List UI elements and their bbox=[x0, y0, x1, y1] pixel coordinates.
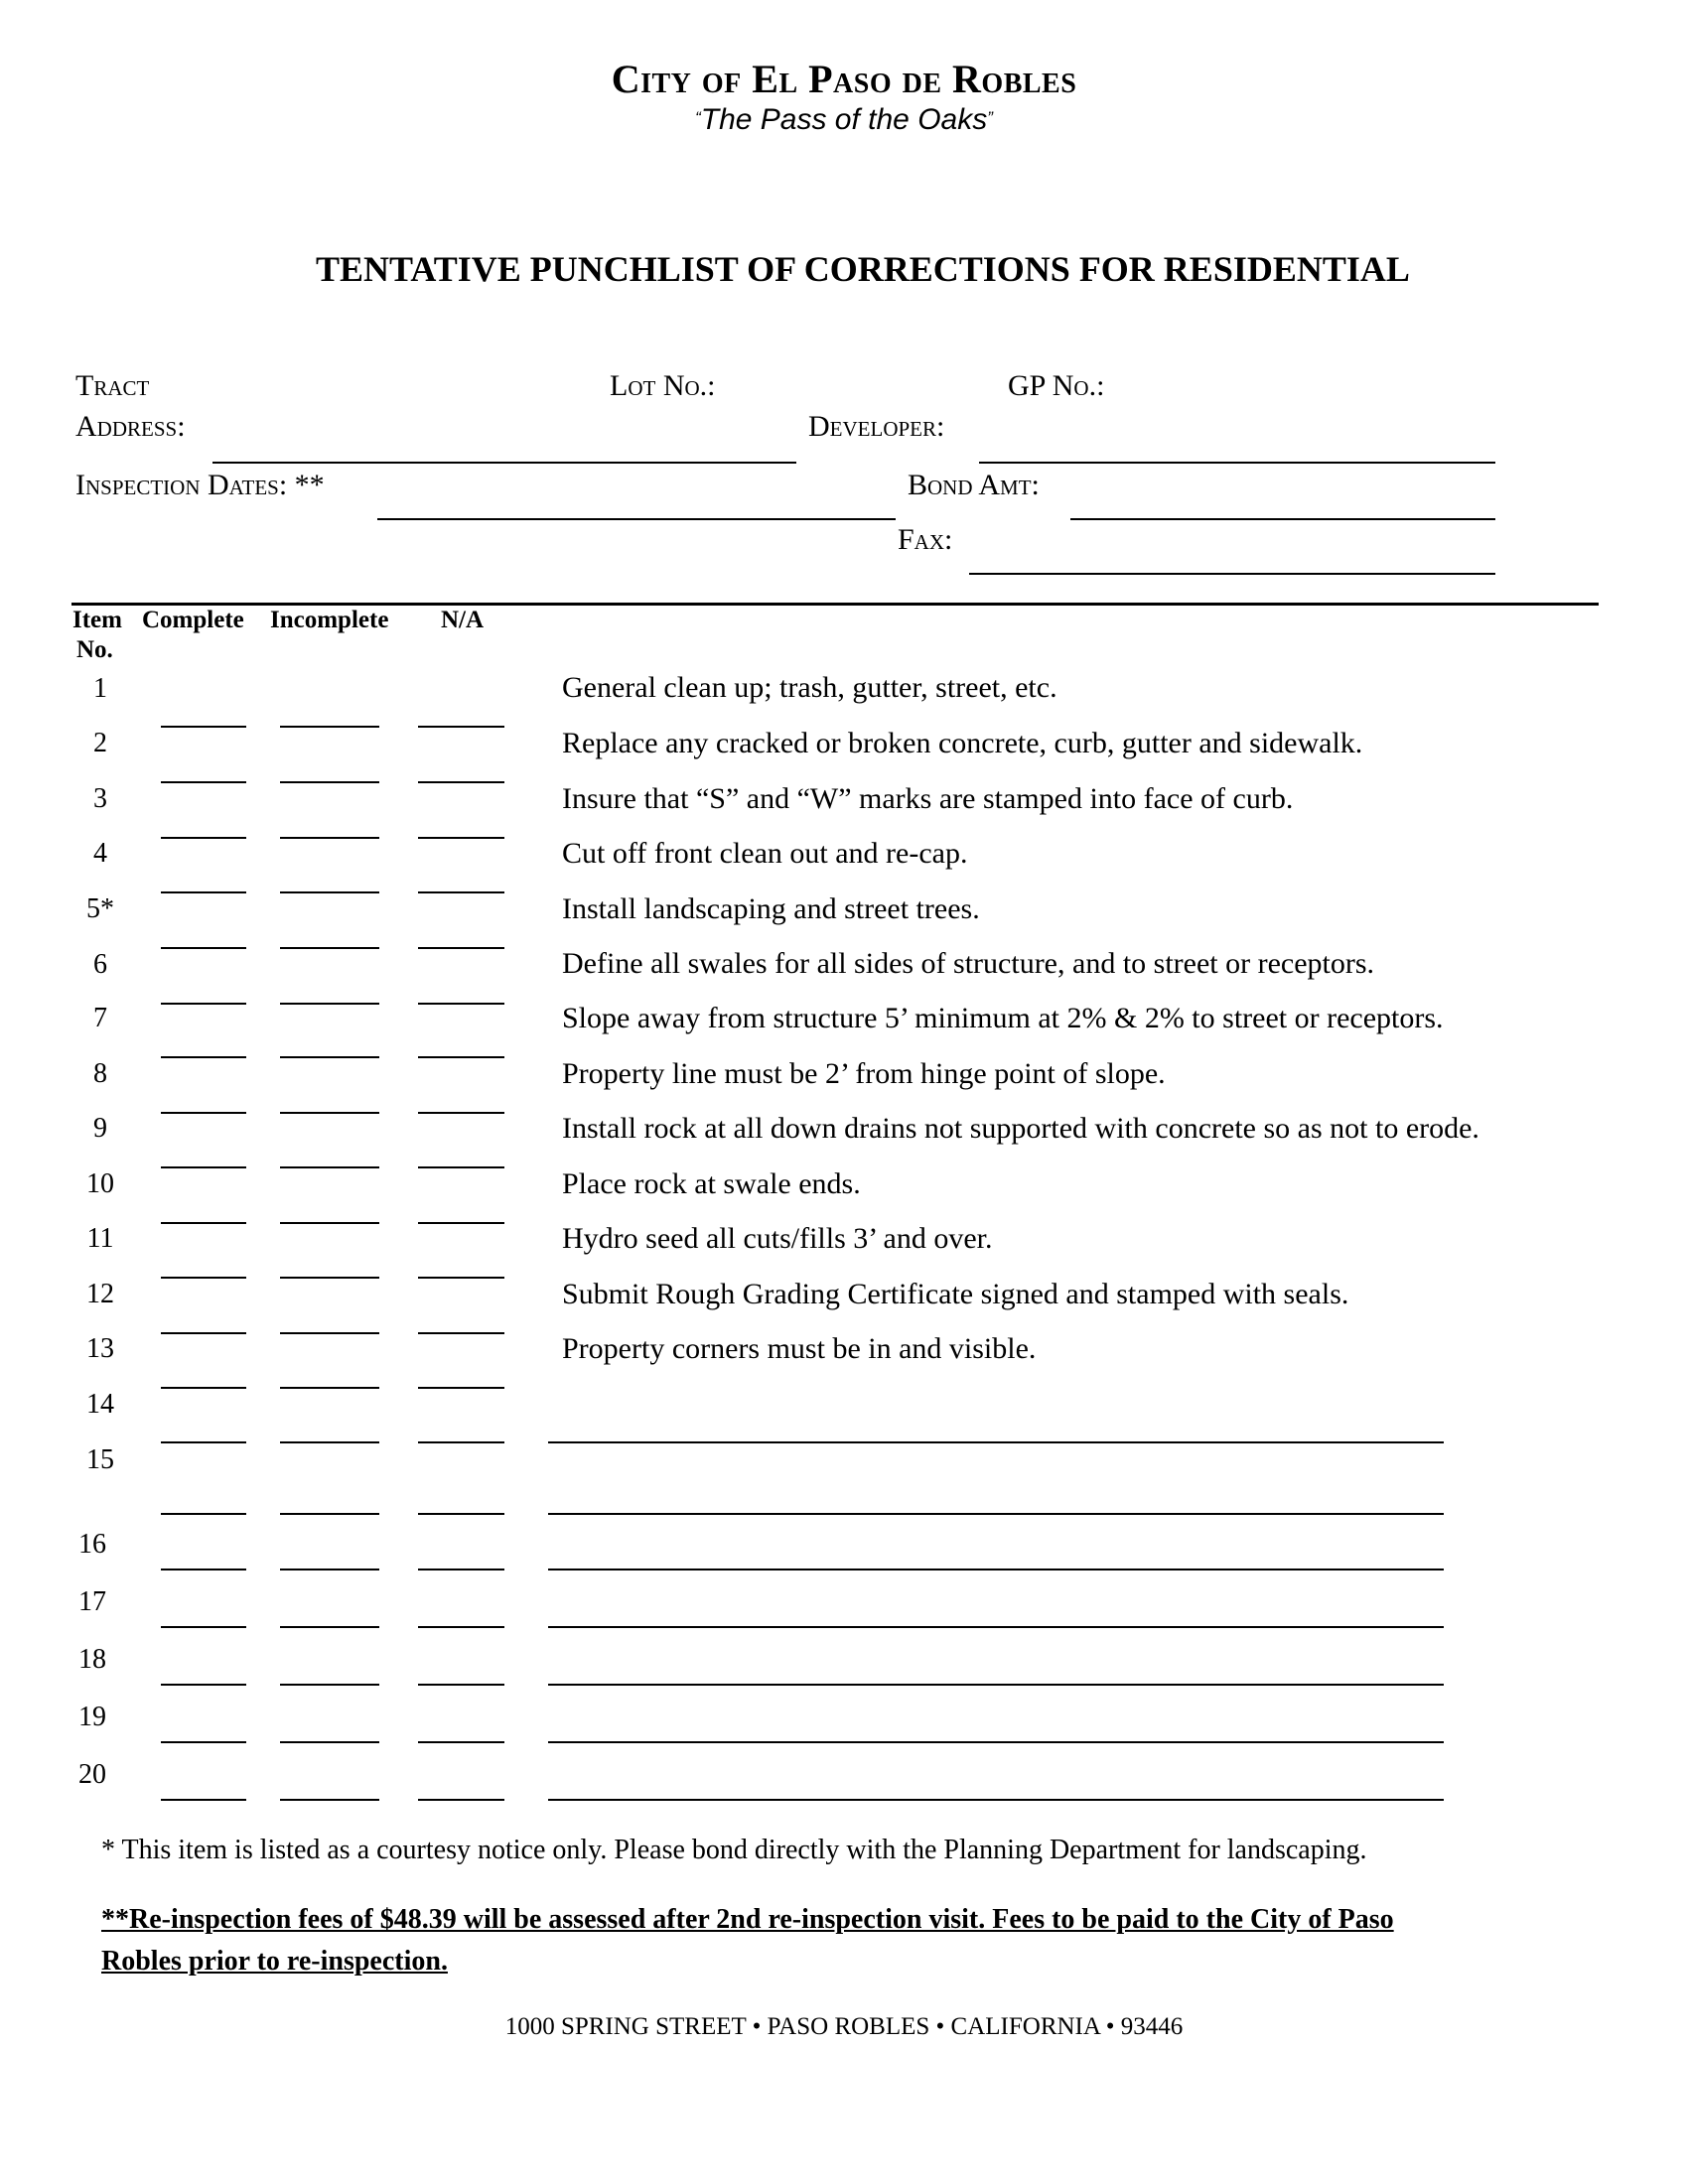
motto-text: The Pass of the Oaks bbox=[700, 103, 988, 136]
item-description: Replace any cracked or broken concrete, curb, gutter and sidewalk. bbox=[562, 727, 1363, 759]
item-number: 14 bbox=[86, 1389, 114, 1420]
incomplete-blank[interactable] bbox=[280, 726, 379, 728]
na-blank[interactable] bbox=[418, 1222, 504, 1224]
lot-no-label: Lot No.: bbox=[610, 369, 716, 402]
item-number: 6 bbox=[93, 949, 107, 980]
city-motto bbox=[0, 103, 1688, 137]
complete-blank[interactable] bbox=[161, 1277, 246, 1279]
bond-amt-label: Bond Amt: bbox=[908, 469, 1040, 501]
complete-blank[interactable] bbox=[161, 1441, 246, 1443]
item-description: Submit Rough Grading Certificate signed and stamped with seals. bbox=[562, 1278, 1349, 1310]
complete-blank[interactable] bbox=[161, 947, 246, 949]
table-top-rule bbox=[71, 603, 1599, 606]
item-number: 1 bbox=[93, 673, 107, 704]
na-blank[interactable] bbox=[418, 1626, 504, 1628]
na-blank[interactable] bbox=[418, 1056, 504, 1058]
item-description: Property corners must be in and visible. bbox=[562, 1332, 1037, 1365]
na-blank[interactable] bbox=[418, 1112, 504, 1114]
incomplete-blank[interactable] bbox=[280, 1166, 379, 1168]
na-blank[interactable] bbox=[418, 1513, 504, 1515]
form-title: TENTATIVE PUNCHLIST OF CORRECTIONS FOR RESIDENTIAL bbox=[316, 249, 1410, 289]
incomplete-blank[interactable] bbox=[280, 1332, 379, 1334]
incomplete-blank[interactable] bbox=[280, 1003, 379, 1005]
description-blank[interactable] bbox=[548, 1799, 1444, 1801]
item-description: Place rock at swale ends. bbox=[562, 1167, 861, 1200]
na-blank[interactable] bbox=[418, 837, 504, 839]
item-description: Cut off front clean out and re-cap. bbox=[562, 837, 968, 870]
incomplete-blank[interactable] bbox=[280, 947, 379, 949]
item-description: Insure that “S” and “W” marks are stamped into face of curb. bbox=[562, 782, 1294, 815]
complete-blank[interactable] bbox=[161, 726, 246, 728]
item-number: 4 bbox=[93, 838, 107, 869]
complete-blank[interactable] bbox=[161, 1003, 246, 1005]
item-number: 18 bbox=[78, 1644, 106, 1675]
incomplete-blank[interactable] bbox=[280, 1222, 379, 1224]
item-number: 16 bbox=[78, 1529, 106, 1560]
na-blank[interactable] bbox=[418, 781, 504, 783]
na-blank[interactable] bbox=[418, 1799, 504, 1801]
item-number: 15 bbox=[86, 1444, 114, 1475]
motto-open-quote: “ bbox=[695, 108, 701, 127]
item-description: General clean up; trash, gutter, street, etc. bbox=[562, 671, 1057, 704]
na-blank[interactable] bbox=[418, 726, 504, 728]
incomplete-blank[interactable] bbox=[280, 1741, 379, 1743]
incomplete-blank[interactable] bbox=[280, 1626, 379, 1628]
description-blank[interactable] bbox=[548, 1741, 1444, 1743]
complete-blank[interactable] bbox=[161, 781, 246, 783]
city-name: City of El Paso de Robles bbox=[611, 57, 1077, 101]
complete-blank[interactable] bbox=[161, 1166, 246, 1168]
complete-blank[interactable] bbox=[161, 1387, 246, 1389]
complete-blank[interactable] bbox=[161, 891, 246, 893]
na-col-header: N/A bbox=[441, 607, 485, 633]
item-number: 13 bbox=[86, 1333, 114, 1364]
item-number: 7 bbox=[93, 1003, 107, 1033]
item-description: Install landscaping and street trees. bbox=[562, 892, 980, 925]
description-blank[interactable] bbox=[548, 1684, 1444, 1686]
item-number: 17 bbox=[78, 1586, 106, 1617]
na-blank[interactable] bbox=[418, 1332, 504, 1334]
incomplete-blank[interactable] bbox=[280, 1056, 379, 1058]
incomplete-blank[interactable] bbox=[280, 1513, 379, 1515]
complete-blank[interactable] bbox=[161, 837, 246, 839]
incomplete-blank[interactable] bbox=[280, 1277, 379, 1279]
na-blank[interactable] bbox=[418, 1166, 504, 1168]
complete-blank[interactable] bbox=[161, 1056, 246, 1058]
complete-col-header: Complete bbox=[142, 607, 244, 633]
description-blank[interactable] bbox=[548, 1441, 1444, 1443]
complete-blank[interactable] bbox=[161, 1799, 246, 1801]
inspection-dates-label: Inspection Dates: ** bbox=[75, 469, 325, 501]
fax-field-line[interactable] bbox=[969, 573, 1495, 575]
incomplete-blank[interactable] bbox=[280, 1112, 379, 1114]
tract-label: Tract bbox=[75, 369, 150, 402]
gp-no-label: GP No.: bbox=[1008, 369, 1105, 402]
incomplete-blank[interactable] bbox=[280, 781, 379, 783]
na-blank[interactable] bbox=[418, 1441, 504, 1443]
incomplete-blank[interactable] bbox=[280, 1387, 379, 1389]
incomplete-blank[interactable] bbox=[280, 1684, 379, 1686]
developer-field-line[interactable] bbox=[979, 462, 1495, 464]
item-number: 2 bbox=[93, 728, 107, 758]
incomplete-blank[interactable] bbox=[280, 1441, 379, 1443]
na-blank[interactable] bbox=[418, 947, 504, 949]
inspection-dates-field-line[interactable] bbox=[377, 518, 896, 520]
incomplete-col-header: Incomplete bbox=[270, 607, 389, 633]
na-blank[interactable] bbox=[418, 891, 504, 893]
item-number: 8 bbox=[93, 1058, 107, 1089]
item-number: 12 bbox=[86, 1279, 114, 1309]
item-number: 9 bbox=[93, 1113, 107, 1144]
complete-blank[interactable] bbox=[161, 1513, 246, 1515]
developer-label: Developer: bbox=[808, 410, 945, 443]
bond-amt-field-line[interactable] bbox=[1070, 518, 1495, 520]
description-blank[interactable] bbox=[548, 1569, 1444, 1570]
item-number: 10 bbox=[86, 1168, 114, 1199]
footer-address: 1000 SPRING STREET • PASO ROBLES • CALIFORNIA • 93446 bbox=[504, 2013, 1184, 2040]
complete-blank[interactable] bbox=[161, 1332, 246, 1334]
fees-note-line1: **Re-inspection fees of $48.39 will be assessed after 2nd re-inspection visit. Fees to be paid to the City of Paso bbox=[101, 1904, 1394, 1935]
motto-close-quote: ” bbox=[987, 108, 993, 127]
item-description: Hydro seed all cuts/fills 3’ and over. bbox=[562, 1222, 993, 1255]
na-blank[interactable] bbox=[418, 1387, 504, 1389]
item-number: 3 bbox=[93, 783, 107, 814]
item-number: 19 bbox=[78, 1702, 106, 1732]
item-description: Define all swales for all sides of structure, and to street or receptors. bbox=[562, 947, 1375, 980]
complete-blank[interactable] bbox=[161, 1112, 246, 1114]
item-number: 11 bbox=[86, 1223, 114, 1254]
complete-blank[interactable] bbox=[161, 1222, 246, 1224]
fees-note-line2: Robles prior to re-inspection. bbox=[101, 1946, 448, 1977]
item-description: Slope away from structure 5’ minimum at 2% & 2% to street or receptors. bbox=[562, 1002, 1444, 1034]
incomplete-blank[interactable] bbox=[280, 837, 379, 839]
item-number: 5* bbox=[86, 893, 114, 924]
description-blank[interactable] bbox=[548, 1513, 1444, 1515]
address-field-line[interactable] bbox=[212, 462, 796, 464]
description-blank[interactable] bbox=[548, 1626, 1444, 1628]
complete-blank[interactable] bbox=[161, 1684, 246, 1686]
incomplete-blank[interactable] bbox=[280, 1569, 379, 1570]
na-blank[interactable] bbox=[418, 1569, 504, 1570]
item-number: 20 bbox=[78, 1759, 106, 1790]
courtesy-note: * This item is listed as a courtesy notice only. Please bond directly with the Planning Department for landscaping. bbox=[101, 1835, 1367, 1865]
na-blank[interactable] bbox=[418, 1003, 504, 1005]
address-label: Address: bbox=[75, 410, 186, 443]
na-blank[interactable] bbox=[418, 1684, 504, 1686]
item-description: Install rock at all down drains not supported with concrete so as not to erode. bbox=[562, 1112, 1479, 1145]
complete-blank[interactable] bbox=[161, 1626, 246, 1628]
incomplete-blank[interactable] bbox=[280, 891, 379, 893]
na-blank[interactable] bbox=[418, 1741, 504, 1743]
na-blank[interactable] bbox=[418, 1277, 504, 1279]
item-col-header-no: No. bbox=[76, 636, 113, 663]
complete-blank[interactable] bbox=[161, 1741, 246, 1743]
item-col-header: Item bbox=[72, 607, 122, 633]
incomplete-blank[interactable] bbox=[280, 1799, 379, 1801]
item-description: Property line must be 2’ from hinge point of slope. bbox=[562, 1057, 1166, 1090]
complete-blank[interactable] bbox=[161, 1569, 246, 1570]
fax-label: Fax: bbox=[898, 523, 953, 556]
